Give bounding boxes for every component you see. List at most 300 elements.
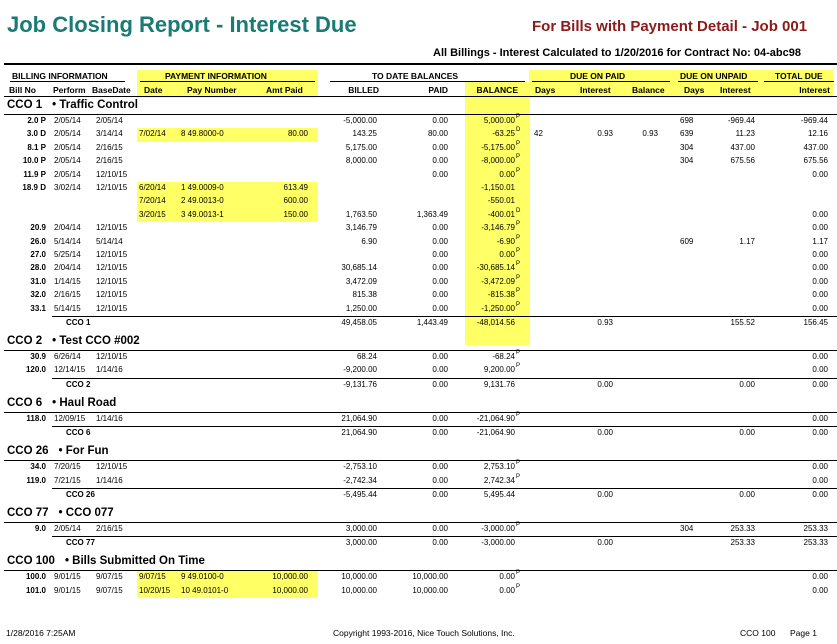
- bill-balance-cell: -815.38: [487, 290, 515, 300]
- total-total-cell: 0.00: [812, 428, 828, 438]
- bill-base-cell: 2/16/15: [96, 142, 123, 152]
- total-paid-cell: 0.00: [432, 428, 448, 438]
- total-paid-cell: 0.00: [432, 379, 448, 389]
- total-interest-header: Interest: [799, 85, 830, 95]
- balance-flag: P: [516, 522, 521, 528]
- cco-group-name: • For Fun: [58, 445, 109, 458]
- bill-balance-cell: -3,146.79: [481, 223, 515, 233]
- bill-perf-cell: 7/20/15: [54, 462, 81, 472]
- bill-billed-cell: 6.90: [361, 236, 377, 246]
- bill-balance-cell: -6.90: [496, 236, 515, 246]
- total-total-cell: 0.00: [812, 490, 828, 499]
- bill-pdate-cell: 7/20/14: [139, 196, 166, 206]
- group-rule: [4, 570, 837, 571]
- bill-balance-cell: -1,150.01: [481, 183, 515, 192]
- bill-total-cell: 0.00: [812, 250, 828, 259]
- balance-flag: P: [516, 261, 521, 268]
- bill-billed-cell: 5,175.00: [345, 142, 377, 152]
- balance-flag: P: [516, 154, 521, 161]
- cco-group-label: CCO 2: [7, 335, 43, 347]
- balance-flag: P: [516, 583, 521, 590]
- bill-bill-cell: 101.0: [25, 585, 46, 595]
- bill-perf-cell: 2/04/14: [54, 263, 81, 273]
- cco-group-label: CCO 100: [7, 555, 55, 568]
- amt-paid-header: Amt Paid: [266, 85, 303, 95]
- balance-flag: P: [516, 114, 521, 120]
- bill-bill-cell: 9.0: [34, 524, 46, 533]
- bill-total-cell: 0.00: [812, 585, 828, 595]
- bill-billed-cell: 3,472.09: [345, 276, 377, 286]
- bill-total-cell: 0.00: [812, 290, 828, 300]
- bill-base-cell: 12/10/15: [96, 263, 128, 273]
- bill-perf-cell: 2/05/14: [54, 142, 81, 152]
- bill-pnum-cell: 1 49.0009-0: [181, 183, 224, 192]
- bill-base-cell: 12/10/15: [96, 303, 128, 313]
- bill-u-int-cell: 675.56: [730, 156, 755, 166]
- bill-balance-cell: -550.01: [487, 196, 515, 206]
- total-header-underline: [764, 81, 834, 82]
- bill-billed-cell: 815.38: [352, 290, 377, 300]
- bill-amt-cell: 600.00: [283, 196, 308, 206]
- total-billed-cell: 49,458.05: [341, 318, 377, 327]
- bill-bill-cell: 10.0 P: [22, 156, 46, 166]
- bill-total-cell: 0.00: [812, 365, 828, 375]
- balance-flag: P: [516, 473, 521, 480]
- total-u-int-cell: 253.33: [730, 538, 755, 548]
- bill-perf-cell: 2/04/14: [54, 223, 81, 233]
- balance-flag: D: [516, 127, 521, 134]
- total-rule: [52, 316, 837, 317]
- base-date-header: BaseDate: [92, 85, 131, 95]
- total-rule: [52, 536, 837, 537]
- bill-perf-cell: 12/09/15: [54, 413, 86, 423]
- bill-total-cell: 675.56: [803, 156, 828, 166]
- bill-bill-cell: 8.1 P: [27, 142, 46, 152]
- bill-paid-cell: 0.00: [432, 116, 448, 125]
- bill-total-cell: -969.44: [800, 116, 828, 125]
- bill-base-cell: 9/07/15: [96, 585, 123, 595]
- bill-total-cell: 0.00: [812, 263, 828, 273]
- total-rule: [52, 426, 837, 427]
- bill-pnum-cell: 2 49.0013-0: [181, 196, 224, 206]
- cco-group-header: [7, 445, 109, 457]
- bill-perf-cell: 2/05/14: [54, 116, 81, 125]
- bill-perf-cell: 9/01/15: [54, 585, 81, 595]
- cco-total-label: CCO 77: [66, 538, 95, 548]
- balance-header: BALANCE: [476, 85, 518, 95]
- bill-base-cell: 2/05/14: [96, 116, 123, 125]
- billed-header: BILLED: [348, 85, 379, 95]
- bill-paid-cell: 10,000.00: [412, 585, 448, 595]
- bill-base-cell: 12/10/15: [96, 352, 128, 361]
- balance-flag: P: [516, 363, 521, 370]
- due-paid-interest-header: Interest: [580, 85, 611, 95]
- bill-paid-cell: 0.00: [432, 142, 448, 152]
- balance-flag: P: [516, 411, 521, 418]
- bill-balance-cell: 2,753.10: [483, 462, 515, 472]
- bill-perf-cell: 6/26/14: [54, 352, 81, 361]
- cco-total-label: CCO 1: [66, 318, 91, 327]
- bill-u-days-cell: 698: [680, 116, 694, 125]
- bill-paid-cell: 0.00: [432, 276, 448, 286]
- bill-total-cell: 1.17: [812, 236, 828, 246]
- bill-perf-cell: 1/14/15: [54, 276, 81, 286]
- bill-paid-cell: 0.00: [432, 156, 448, 166]
- balance-flag: P: [516, 301, 521, 308]
- bill-bill-cell: 26.0: [30, 236, 46, 246]
- bill-base-cell: 2/16/15: [96, 156, 123, 166]
- total-billed-cell: -9,131.76: [343, 379, 377, 389]
- bill-u-int-cell: 437.00: [730, 142, 755, 152]
- group-rule: [4, 522, 837, 523]
- bill-bill-cell: 100.0: [25, 572, 46, 582]
- balance-flag: D: [516, 207, 521, 214]
- due-paid-days-header: Days: [535, 85, 556, 95]
- cco-total-label: CCO 2: [66, 379, 91, 389]
- perform-header: Perform: [53, 85, 86, 95]
- bill-perf-cell: 2/05/14: [54, 524, 81, 533]
- balance-flag: P: [516, 221, 521, 228]
- bill-base-cell: 3/14/14: [96, 129, 123, 139]
- due-on-paid-header: DUE ON PAID: [570, 71, 626, 81]
- bill-u-int-cell: 1.17: [739, 236, 755, 246]
- cco-group-header: [7, 397, 116, 409]
- bill-bill-cell: 32.0: [30, 290, 46, 300]
- cco-group-header: [7, 99, 138, 111]
- bill-balance-cell: -400.01: [487, 209, 515, 219]
- bill-pnum-cell: 10 49.0101-0: [181, 585, 229, 595]
- bill-base-cell: 12/10/15: [96, 223, 128, 233]
- bill-amt-cell: 10,000.00: [272, 572, 308, 582]
- bill-paid-cell: 10,000.00: [412, 572, 448, 582]
- bill-total-cell: 0.00: [812, 303, 828, 313]
- header-bottom-rule: [4, 96, 837, 97]
- bill-billed-cell: 8,000.00: [345, 156, 377, 166]
- group-rule: [4, 114, 837, 115]
- cco-group-name: • Bills Submitted On Time: [64, 555, 205, 568]
- bill-total-cell: 0.00: [812, 169, 828, 179]
- billing-information-header: BILLING INFORMATION: [12, 71, 108, 81]
- pay-date-header: Date: [144, 85, 163, 95]
- bill-u-int-cell: 11.23: [735, 129, 755, 139]
- bill-bill-cell: 20.9: [30, 223, 46, 233]
- bill-balance-cell: -5,175.00: [481, 142, 515, 152]
- bill-paid-cell: 1,363.49: [416, 209, 448, 219]
- bill-perf-cell: 2/05/14: [54, 156, 81, 166]
- bill-bill-cell: 28.0: [30, 263, 46, 273]
- total-total-cell: 0.00: [812, 379, 828, 389]
- bill-base-cell: 12/10/15: [96, 250, 128, 259]
- balance-flag: P: [516, 274, 521, 281]
- bill-paid-cell: 0.00: [432, 223, 448, 233]
- bill-paid-cell: 0.00: [432, 263, 448, 273]
- bill-pdate-cell: 9/07/15: [139, 572, 166, 582]
- total-balance-cell: -48,014.56: [476, 318, 515, 327]
- total-due-header: TOTAL DUE: [775, 71, 823, 81]
- cco-group-header: [7, 555, 205, 567]
- paid-header-underline: [532, 81, 670, 82]
- bill-bill-cell: 11.9 P: [23, 169, 46, 179]
- total-rule: [52, 378, 837, 379]
- unpaid-header-underline: [678, 81, 758, 82]
- bill-balance-cell: 0.00: [499, 572, 515, 582]
- bill-total-cell: 12.16: [807, 129, 828, 139]
- cco-total-label: CCO 6: [66, 428, 91, 438]
- cco-group-name: • Test CCO #002: [52, 335, 140, 347]
- bill-balance-cell: 0.00: [499, 169, 515, 179]
- bill-paid-cell: 0.00: [432, 413, 448, 423]
- bill-bill-cell: 30.9: [30, 352, 46, 361]
- bill-amt-cell: 80.00: [287, 129, 308, 139]
- bill-perf-cell: 2/05/14: [54, 129, 81, 139]
- bill-bill-cell: 27.0: [30, 250, 46, 259]
- page-number: Page 1: [790, 628, 817, 638]
- copyright: Copyright 1993-2016, Nice Touch Solutions, Inc.: [333, 628, 515, 638]
- bill-base-cell: 12/10/15: [96, 462, 128, 472]
- bill-bill-cell: 118.0: [26, 413, 46, 423]
- total-p-int-cell: 0.93: [597, 318, 613, 327]
- bill-u-days-cell: 304: [680, 142, 694, 152]
- total-balance-cell: -3,000.00: [481, 538, 515, 548]
- bill-u-days-cell: 304: [680, 524, 694, 533]
- bill-total-cell: 253.33: [803, 524, 828, 533]
- bill-billed-cell: 3,146.79: [345, 223, 377, 233]
- bill-u-int-cell: 253.33: [730, 524, 755, 533]
- due-unpaid-interest-header: Interest: [720, 85, 751, 95]
- total-u-int-cell: 0.00: [739, 428, 755, 438]
- group-rule: [4, 460, 837, 461]
- bill-balance-cell: -1,250.00: [481, 303, 515, 313]
- bill-billed-cell: 1,250.00: [345, 303, 377, 313]
- bill-base-cell: 1/14/16: [96, 413, 123, 423]
- bill-paid-cell: 0.00: [432, 524, 448, 533]
- bill-bill-cell: 34.0: [30, 462, 46, 472]
- report-title: Job Closing Report - Interest Due: [7, 12, 357, 37]
- bill-pdate-cell: 3/20/15: [139, 209, 166, 219]
- bill-balance-cell: -30,685.14: [476, 263, 515, 273]
- bill-base-cell: 1/14/16: [96, 365, 123, 375]
- due-unpaid-days-header: Days: [684, 85, 705, 95]
- bill-base-cell: 12/10/15: [96, 276, 128, 286]
- to-date-balances-header: TO DATE BALANCES: [372, 71, 459, 81]
- total-p-int-cell: 0.00: [597, 538, 613, 548]
- bill-pnum-cell: 8 49.8000-0: [181, 129, 224, 139]
- bill-balance-cell: -21,064.90: [476, 413, 515, 423]
- bill-base-cell: 12/10/15: [96, 290, 128, 300]
- bill-u-days-cell: 304: [680, 156, 694, 166]
- bill-base-cell: 12/10/15: [96, 183, 128, 192]
- bill-pdate-cell: 6/20/14: [139, 183, 166, 192]
- total-balance-cell: 9,131.76: [483, 379, 515, 389]
- bill-amt-cell: 150.00: [283, 209, 308, 219]
- bill-no-header: Bill No: [9, 85, 36, 95]
- header-top-rule: [4, 63, 837, 65]
- report-subtitle: For Bills with Payment Detail - Job 001: [532, 18, 808, 35]
- bill-perf-cell: 5/25/14: [54, 250, 81, 259]
- bill-base-cell: 9/07/15: [96, 572, 123, 582]
- bill-bill-cell: 31.0: [30, 276, 46, 286]
- bill-paid-cell: 0.00: [432, 303, 448, 313]
- bill-balance-cell: 0.00: [499, 250, 515, 259]
- bill-perf-cell: 2/05/14: [54, 169, 81, 179]
- bill-u-int-cell: -969.44: [727, 116, 755, 125]
- bill-amt-cell: 613.49: [283, 183, 308, 192]
- group-rule: [4, 412, 837, 413]
- bill-billed-cell: 3,000.00: [345, 524, 377, 533]
- total-billed-cell: 21,064.90: [341, 428, 377, 438]
- total-u-int-cell: 0.00: [739, 379, 755, 389]
- bill-paid-cell: 0.00: [432, 475, 448, 485]
- print-timestamp: 1/28/2016 7:25AM: [6, 628, 76, 638]
- bill-p-days-cell: 42: [534, 129, 543, 139]
- bill-base-cell: 5/14/14: [96, 236, 123, 246]
- bill-bill-cell: 2.0 P: [27, 116, 46, 125]
- total-billed-cell: -5,495.44: [343, 490, 377, 499]
- total-total-cell: 253.33: [803, 538, 828, 548]
- total-u-int-cell: 0.00: [739, 490, 755, 499]
- total-p-int-cell: 0.00: [597, 490, 613, 499]
- bill-perf-cell: 7/21/15: [54, 475, 81, 485]
- bill-total-cell: 437.00: [803, 142, 828, 152]
- total-balance-cell: -21,064.90: [476, 428, 515, 438]
- bill-total-cell: 0.00: [812, 352, 828, 361]
- bill-paid-cell: 80.00: [427, 129, 448, 139]
- bill-bill-cell: 3.0 D: [26, 129, 46, 139]
- bill-base-cell: 1/14/16: [96, 475, 123, 485]
- balance-flag: P: [516, 350, 521, 356]
- bill-total-cell: 0.00: [812, 223, 828, 233]
- bill-perf-cell: 9/01/15: [54, 572, 81, 582]
- balance-flag: P: [516, 234, 521, 241]
- paid-header: PAID: [428, 85, 448, 95]
- group-rule: [4, 350, 837, 351]
- bill-balance-cell: -63.25: [492, 129, 515, 139]
- total-balance-cell: 5,495.44: [483, 490, 515, 499]
- cco-group-name: • Traffic Control: [52, 99, 138, 111]
- total-paid-cell: 0.00: [432, 490, 448, 499]
- cco-group-label: CCO 6: [7, 396, 43, 409]
- bill-balance-cell: -68.24: [492, 352, 515, 361]
- footer-section: CCO 100: [740, 628, 776, 638]
- bill-paid-cell: 0.00: [432, 290, 448, 300]
- bill-billed-cell: 1,763.50: [345, 209, 377, 219]
- bill-bill-cell: 18.9 D: [22, 183, 46, 192]
- billing-header-underline: [10, 81, 125, 82]
- cco-group-header: [7, 335, 140, 347]
- bill-billed-cell: 143.25: [352, 129, 377, 139]
- bill-balance-cell: 2,742.34: [483, 475, 515, 485]
- bill-balance-cell: 5,000.00: [483, 116, 515, 125]
- bill-total-cell: 0.00: [812, 475, 828, 485]
- bill-perf-cell: 2/16/15: [54, 290, 81, 300]
- total-paid-cell: 0.00: [432, 538, 448, 548]
- cco-group-label: CCO 77: [7, 507, 49, 519]
- bill-paid-cell: 0.00: [432, 365, 448, 375]
- bill-u-days-cell: 609: [680, 236, 694, 246]
- bill-paid-cell: 0.00: [432, 169, 448, 179]
- bill-bill-cell: 33.1: [30, 303, 46, 313]
- bill-billed-cell: 10,000.00: [341, 585, 377, 595]
- balance-flag: P: [516, 167, 521, 174]
- cco-group-label: CCO 1: [7, 99, 43, 111]
- bill-perf-cell: 3/02/14: [54, 183, 81, 192]
- bill-paid-cell: 0.00: [432, 250, 448, 259]
- bill-bill-cell: 120.0: [25, 365, 46, 375]
- bill-billed-cell: -2,742.34: [343, 475, 377, 485]
- total-p-int-cell: 0.00: [597, 379, 613, 389]
- bill-u-days-cell: 639: [680, 129, 694, 139]
- cco-group-name: • CCO 077: [58, 507, 114, 519]
- bill-billed-cell: 10,000.00: [341, 572, 377, 582]
- bill-paid-cell: 0.00: [432, 236, 448, 246]
- bill-balance-cell: -3,472.09: [481, 276, 515, 286]
- balance-flag: P: [516, 570, 521, 577]
- bill-billed-cell: -5,000.00: [343, 116, 377, 125]
- bill-balance-cell: 9,200.00: [483, 365, 515, 375]
- cco-total-label: CCO 26: [66, 490, 95, 499]
- balances-header-underline: [330, 81, 525, 82]
- payment-information-header: PAYMENT INFORMATION: [165, 71, 267, 81]
- bill-perf-cell: 12/14/15: [54, 365, 86, 375]
- bill-billed-cell: 21,064.90: [341, 413, 377, 423]
- bill-total-cell: 0.00: [812, 209, 828, 219]
- bill-total-cell: 0.00: [812, 462, 828, 472]
- bill-base-cell: 2/16/15: [96, 524, 123, 533]
- cco-group-name: • Haul Road: [52, 396, 117, 409]
- total-p-int-cell: 0.00: [597, 428, 613, 438]
- total-paid-cell: 1,443.49: [416, 318, 448, 327]
- balance-flag: P: [516, 248, 521, 254]
- bill-pnum-cell: 3 49.0013-1: [181, 209, 224, 219]
- bill-pdate-cell: 10/20/15: [139, 585, 171, 595]
- bill-billed-cell: -9,200.00: [343, 365, 377, 375]
- balance-flag: P: [516, 460, 521, 467]
- total-rule: [52, 488, 837, 489]
- bill-perf-cell: 5/14/14: [54, 236, 81, 246]
- bill-base-cell: 12/10/15: [96, 169, 128, 179]
- bill-amt-cell: 10,000.00: [272, 585, 308, 595]
- bill-billed-cell: 30,685.14: [341, 263, 377, 273]
- total-total-cell: 156.45: [803, 318, 828, 327]
- bill-billed-cell: -2,753.10: [343, 462, 377, 472]
- bill-billed-cell: 68.24: [356, 352, 377, 361]
- bill-balance-cell: 0.00: [499, 585, 515, 595]
- bill-perf-cell: 5/14/15: [54, 303, 81, 313]
- due-paid-balance-header: Balance: [632, 85, 665, 95]
- bill-pnum-cell: 9 49.0100-0: [181, 572, 224, 582]
- bill-total-cell: 0.00: [812, 413, 828, 423]
- bill-total-cell: 0.00: [812, 276, 828, 286]
- bill-balance-cell: -3,000.00: [481, 524, 515, 533]
- bill-balance-cell: -8,000.00: [481, 156, 515, 166]
- bill-paid-cell: 0.00: [432, 352, 448, 361]
- balance-flag: P: [516, 288, 521, 295]
- cco-group-label: CCO 26: [7, 445, 49, 458]
- total-u-int-cell: 155.52: [730, 318, 755, 327]
- bill-bill-cell: 119.0: [26, 475, 46, 485]
- report-calc-line: All Billings - Interest Calculated to 1/20/2016 for Contract No: 04-abc98: [433, 47, 801, 59]
- cco-group-header: [7, 507, 114, 519]
- bill-paid-cell: 0.00: [432, 462, 448, 472]
- total-billed-cell: 3,000.00: [345, 538, 377, 548]
- pay-number-header: Pay Number: [187, 85, 237, 95]
- bill-p-int-cell: 0.93: [597, 129, 613, 139]
- due-on-unpaid-header: DUE ON UNPAID: [680, 71, 748, 81]
- bill-p-bal-cell: 0.93: [642, 129, 658, 139]
- payment-header-underline: [140, 81, 315, 82]
- bill-pdate-cell: 7/02/14: [139, 129, 166, 139]
- bill-total-cell: 0.00: [812, 572, 828, 582]
